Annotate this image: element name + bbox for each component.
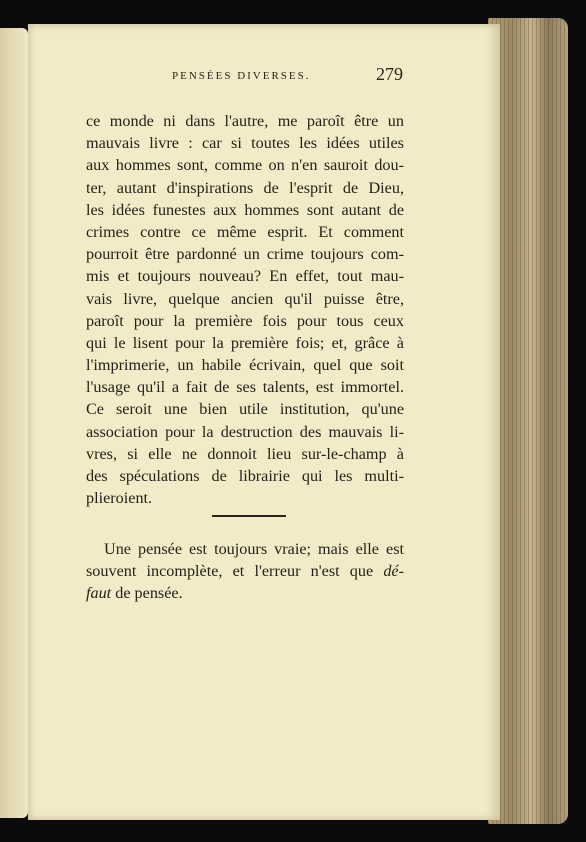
text-line: mauvais livre : car si toutes les idées utiles bbox=[86, 134, 404, 153]
text-line: mis et toujours nouveau? En effet, tout mau- bbox=[86, 267, 404, 286]
text-line: vres, si elle ne donnoit lieu sur-le-champ à bbox=[86, 444, 404, 463]
text-line: l'imprimerie, un habile écrivain, quel que soit bbox=[86, 356, 404, 375]
text-line: aux hommes sont, comme on n'en sauroit dou- bbox=[86, 156, 404, 175]
paragraph-1 bbox=[86, 110, 404, 509]
paragraph-2 bbox=[86, 538, 404, 605]
page-number: 279 bbox=[376, 64, 403, 84]
text-line: plieroient. bbox=[86, 489, 153, 508]
page-stack-edge bbox=[488, 18, 568, 824]
running-head bbox=[0, 64, 586, 88]
text-line: qui le lisent pour la première fois; et, grâce à bbox=[86, 333, 404, 352]
text-line bbox=[86, 560, 404, 582]
text-line: les idées funestes aux hommes sont autant de bbox=[86, 200, 404, 219]
text-line: Ce seroit une bien utile institution, qu'une bbox=[86, 400, 404, 419]
italic-segment: dé- bbox=[383, 562, 404, 581]
text-line bbox=[86, 582, 404, 604]
text-line: l'usage qu'il a fait de ses talents, est immortel. bbox=[86, 378, 404, 397]
text-line: pourroit être pardonné un crime toujours com- bbox=[86, 245, 404, 264]
text-line: Une pensée est toujours vraie; mais elle est bbox=[104, 540, 404, 558]
text-line: ce monde ni dans l'autre, me paroît être un bbox=[86, 112, 404, 130]
text-line: association pour la destruction des mauvais li- bbox=[86, 422, 404, 441]
text-segment: souvent incomplète, et l'erreur n'est que bbox=[86, 562, 384, 581]
text-segment: de pensée. bbox=[111, 584, 183, 603]
text-line: ter, autant d'inspirations de l'esprit de Dieu, bbox=[86, 178, 404, 197]
running-head-title: PENSÉES DIVERSES. bbox=[172, 70, 311, 82]
section-divider bbox=[212, 515, 286, 517]
italic-segment: faut bbox=[86, 584, 112, 603]
text-line: des spéculations de librairie qui les multi- bbox=[86, 467, 404, 485]
text-line: paroît pour la première fois pour tous ceux bbox=[86, 311, 404, 330]
text-line: crimes contre ce même esprit. Et comment bbox=[86, 222, 404, 241]
text-line: vais livre, quelque ancien qu'il puisse être, bbox=[86, 289, 404, 308]
facing-page-edge bbox=[0, 28, 28, 818]
